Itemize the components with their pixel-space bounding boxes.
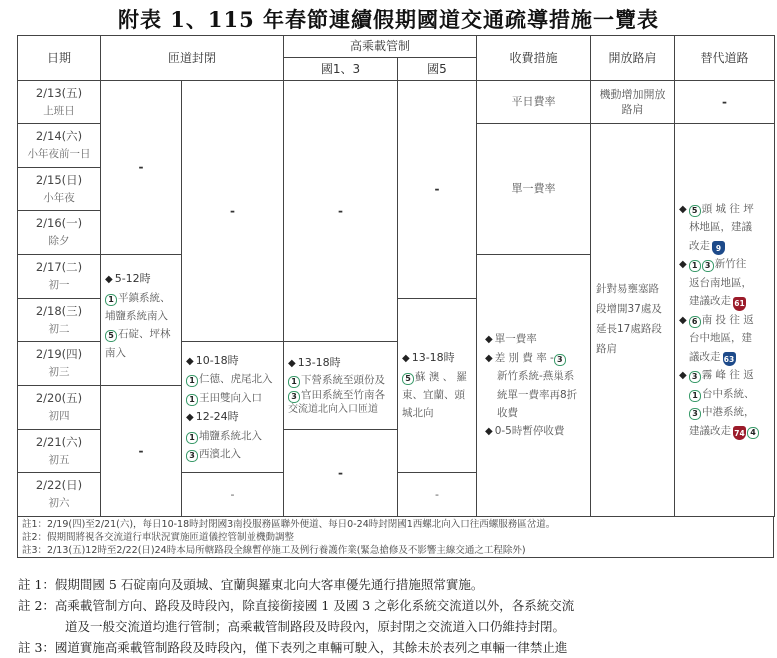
time-range: 12-24時 [195,410,239,423]
freeway-route-icon: 3 [554,354,566,366]
alternate-text: 返台南地區， [689,276,752,289]
time-range: 13-18時 [411,351,455,365]
freeway-route-icon: 3 [689,371,701,383]
header-hov-n5 [397,57,477,81]
header-toll [476,35,591,81]
footnotes [18,574,777,658]
alternate-text: 頭 城 往 坪 [701,202,754,215]
diamond-bullet-icon: ◆ [485,334,493,346]
ramp-text: 西濱北入 [199,447,241,460]
diamond-bullet-icon: ◆ [679,370,687,382]
footnote-2-cont: 道及一般交流道均進行管制；高乘載管制路段及時段內，原封閉之交流道入口仍維持封閉。 [65,619,566,634]
toll-text: 收費 [497,406,518,419]
ramp-text: 仁德、虎尾北入 [199,373,273,386]
time-range: 5-12時 [114,272,151,285]
ramp-text: 南入 [105,346,126,359]
date-cell [17,80,101,124]
header-hov-n5-label: 國5 [427,61,447,76]
date-label: 除夕 [48,235,70,248]
date-cell [17,167,101,211]
alternate-text: 南 投 往 返 [701,313,754,326]
header-date-label: 日期 [46,50,71,65]
table-note: 註2：假期間將視各交流道行車狀況實施匝道儀控管制並機動調整 [22,532,295,543]
date-label: 初二 [48,322,70,335]
hov-text: 官田系統至竹南各 [301,389,385,401]
shoulder-text: 段增開37處及 [596,303,662,316]
toll-text: 新竹系統-燕巢系 [497,370,575,383]
freeway-route-icon: 1 [186,394,198,406]
dash: - [338,203,343,218]
shoulder-block [590,123,675,517]
header-shoulder [590,35,675,81]
header-date [17,35,101,81]
time-range: 13-18時 [297,356,341,370]
diamond-bullet-icon: ◆ [485,426,493,438]
toll-weekday [476,80,591,124]
dash: - [435,487,439,501]
header-hov-n13 [283,57,398,81]
alternate-text: 霧 峰 往 返 [701,369,754,382]
footnote-3: 註 3：國道實施高乘載管制路段及時段內，僅下表列之車輛可駛入，其餘未於表列之車輛一律禁止進 [18,640,568,655]
table-note: 註1：2/19(四)至2/21(六)，每日10-18時封閉國3南投服務區聯外便道、每日0-24時封閉國1西螺北向入口往西螺服務區岔道。 [22,519,556,530]
toll-text: 單一費率 [511,182,556,196]
hov-n13-empty-bottom [283,429,398,517]
date-value: 2/21(六) [35,434,83,449]
ramp-a-empty-top [100,80,182,255]
shoulder-text: 延長17處路段 [596,323,662,335]
dash: - [434,182,440,197]
diamond-bullet-icon: ◆ [186,412,194,423]
hov-n5-empty-top [397,80,477,299]
header-hov-control [283,35,477,58]
freeway-route-icon: 1 [689,260,701,272]
dash: - [722,94,727,109]
header-alternate-label: 替代道路 [700,50,749,65]
alternate-text: 建議改走 [689,295,731,308]
dash: - [138,443,144,458]
shoulder-first [590,80,675,124]
date-value: 2/20(五) [35,391,83,406]
date-value: 2/15(日) [35,172,83,187]
ramp-text: 埔鹽系統南入 [105,309,168,322]
toll-text: 單一費率 [494,333,537,346]
expressway-shield-icon: 9 [712,241,725,255]
freeway-route-icon: 3 [288,391,300,403]
hov-n5-block [397,298,477,473]
dash: - [338,465,343,480]
diamond-bullet-icon: ◆ [402,353,410,365]
hov-text: 交流道北向入口匝道 [288,404,378,416]
hov-n5-empty-bottom [397,472,477,517]
toll-text: 差 別 費 率 - [494,351,554,364]
freeway-route-icon: 5 [402,373,414,385]
date-value: 2/14(六) [35,129,83,144]
date-value: 2/19(四) [35,347,83,362]
diamond-bullet-icon: ◆ [186,355,194,367]
freeway-route-icon: 4 [747,427,759,439]
diamond-bullet-icon: ◆ [485,352,493,364]
freeway-route-icon: 1 [689,390,701,402]
date-value: 2/16(一) [35,216,83,231]
toll-text: 統單一費率再8折 [497,388,578,401]
ramp-b-empty-top [181,80,284,342]
ramp-b-empty-bottom [181,472,284,517]
hov-text: 蘇 澳 、 羅 [415,370,468,383]
header-shoulder-label: 開放路肩 [608,50,657,65]
header-alternate-road [674,35,775,81]
header-hov-n13-label: 國1、3 [320,61,361,76]
dash: - [230,487,235,501]
ramp-a-empty-bottom [100,385,182,517]
alternate-text: 台中系統、 [702,387,755,400]
alternate-text: 台中地區，建 [689,332,752,345]
header-toll-label: 收費措施 [509,50,558,65]
diamond-bullet-icon: ◆ [679,203,687,215]
diamond-bullet-icon: ◆ [288,358,296,370]
shoulder-text: 路肩 [596,342,617,355]
date-label: 小年夜前一日 [27,148,91,161]
hov-n13-empty-top [283,80,398,342]
date-cell [17,341,101,386]
toll-single-rate [476,123,591,255]
expressway-shield-icon: 74 [733,426,746,440]
diamond-bullet-icon: ◆ [679,314,687,326]
ramp-text: 石碇、坪林 [118,328,171,341]
time-range: 10-18時 [195,353,239,367]
shoulder-text: 機動增加開放路肩 [599,87,666,116]
freeway-route-icon: 1 [105,294,117,306]
date-cell [17,472,101,517]
freeway-route-icon: 6 [689,316,701,328]
page-title: 附表 1、115 年春節連續假期國道交通疏導措施一覽表 [117,7,660,32]
alternate-empty [674,80,775,124]
header-hov-label: 高乘載管制 [349,39,410,54]
expressway-shield-icon: 61 [733,297,746,311]
freeway-route-icon: 5 [105,330,117,342]
hov-text: 東、宜蘭、頭 [402,389,465,402]
freeway-route-icon: 3 [689,408,701,420]
date-cell [17,210,101,255]
date-value: 2/22(日) [35,478,83,493]
dash: - [230,203,235,218]
date-cell [17,385,101,430]
date-label: 上班日 [43,104,75,117]
footnote-2: 註 2：高乘載管制方向、路段及時段內，除直接銜接國 1 及國 3 之彰化系統交流道以外，各系統交流 [18,598,575,613]
freeway-route-icon: 1 [186,375,198,387]
hov-text: 城北向 [402,407,434,420]
diamond-bullet-icon: ◆ [105,274,113,285]
alternate-text: 建議改走 [689,424,731,437]
ramp-text: 平鎮系統、 [118,291,171,304]
date-value: 2/17(二) [35,260,83,275]
dash: - [138,160,144,175]
date-label: 初五 [48,453,70,466]
alternate-text: 改走 [689,239,710,252]
diamond-bullet-icon: ◆ [679,259,687,271]
ramp-a-closure-block [100,254,182,386]
date-value: 2/13(五) [35,85,83,100]
date-label: 初六 [48,497,70,510]
alternate-text: 議改走 [689,350,721,363]
freeway-route-icon: 1 [186,432,198,444]
toll-text: 平日費率 [511,95,556,109]
header-ramp-closure-label: 匝道封閉 [167,50,216,65]
freeway-route-icon: 1 [288,376,300,388]
expressway-shield-icon: 63 [723,352,736,366]
date-label: 初三 [48,366,70,379]
alternate-text: 林地區，建議 [689,221,752,234]
date-cell [17,254,101,299]
date-label: 初四 [48,410,70,423]
hov-text: 下營系統至頭份及 [301,373,385,386]
footnote-1: 註 1：假期間國 5 石碇南向及頭城、宜蘭與羅東北向大客車優先通行措施照常實施。 [18,577,484,592]
table-note: 註3：2/13(五)12時至2/22(日)24時本局所轄路段全線暫停施工及例行養護作業(緊急搶修及不影響主線交通之工程除外) [22,545,526,556]
hov-n13-block [283,341,398,430]
date-value: 2/18(三) [35,303,83,318]
date-label: 小年夜 [43,191,75,204]
alternate-block [674,123,775,517]
alternate-text: 新竹往 [714,258,747,271]
toll-block [476,254,591,517]
ramp-text: 王田雙向入口 [199,391,262,404]
date-cell [17,298,101,342]
freeway-route-icon: 3 [702,260,714,272]
table-notes [17,516,774,558]
date-cell [17,123,101,168]
freeway-route-icon: 3 [186,450,198,462]
ramp-b-closure-block [181,341,284,473]
alternate-text: 中港系統， [702,406,755,419]
header-ramp-closure [100,35,284,81]
ramp-text: 埔鹽系統北入 [199,429,262,442]
date-cell [17,429,101,473]
shoulder-text: 針對易壅塞路 [596,283,659,296]
toll-text: 0-5時暫停收費 [494,425,565,438]
date-label: 初一 [48,279,70,292]
freeway-route-icon: 5 [689,205,701,217]
